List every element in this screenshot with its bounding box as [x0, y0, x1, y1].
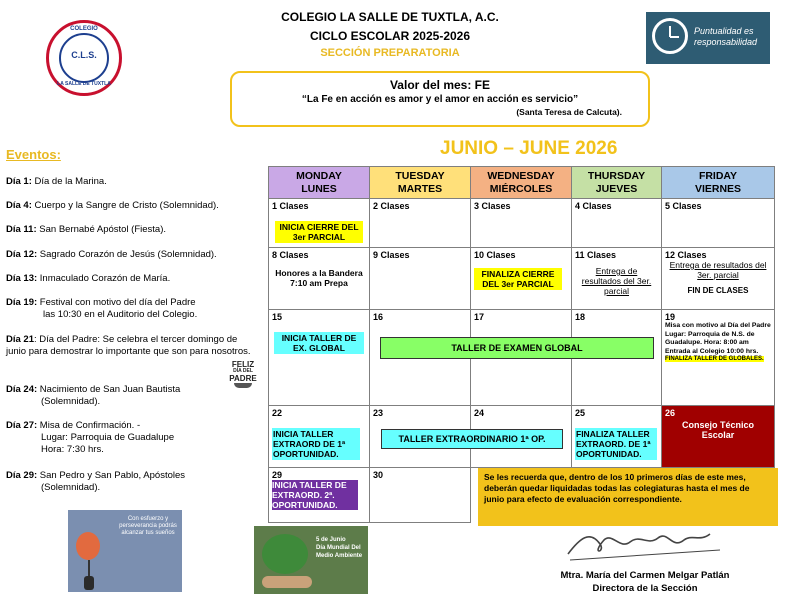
- day-cell: 3 Clases: [471, 199, 572, 248]
- event-item: [6, 273, 261, 285]
- event-day: Día 29:: [6, 470, 38, 481]
- event-item: [6, 334, 256, 358]
- event-text-cont: las 10:30 en el Auditorio del Colegio.: [43, 309, 198, 320]
- badge-line2: responsabilidad: [694, 37, 758, 47]
- day-cell: 12 Clases Entrega de resultados del 3er. parcial FIN DE CLASES: [662, 248, 775, 310]
- day-cell: 8 Clases Honores a la Bandera 7:10 am Prepa: [269, 248, 370, 310]
- event-note: INICIA CIERRE DEL 3er PARCIAL: [275, 221, 363, 243]
- person-icon: [84, 576, 94, 590]
- event-item: [6, 249, 261, 261]
- logo-initials: C.L.S.: [71, 50, 97, 60]
- event-day: Día 19:: [6, 297, 38, 308]
- event-text: Cuerpo y la Sangre de Cristo (Solemnidad).: [31, 200, 219, 211]
- tree-heart-icon: [262, 534, 308, 574]
- event-text: San Bernabé Apóstol (Fiesta).: [36, 224, 167, 235]
- school-cycle: CICLO ESCOLAR 2025-2026: [309, 29, 471, 43]
- event-text: Nacimiento de San Juan Bautista: [37, 384, 181, 395]
- environment-photo: [254, 526, 368, 594]
- event-day: Día 4:: [6, 200, 32, 211]
- event-note: FINALIZA TALLER EXTRAORD. DE 1ª OPORTUNIDAD.: [575, 428, 657, 460]
- day-cell: 26 Consejo Técnico Escolar: [662, 406, 775, 468]
- feliz-line3: PADRE: [229, 374, 257, 383]
- event-item: [6, 297, 261, 321]
- day-cell: 9 Clases: [370, 248, 471, 310]
- day-cell: 29 INICIA TALLER DE EXTRAORD. 2ª. OPORTUNIDAD.: [269, 468, 370, 523]
- event-text: : Día del Padre: Se celebra el tercer domingo de junio para demostrar lo importante que son para nosotros.: [6, 334, 251, 357]
- event-note: Misa con motivo al Día del Padre Lugar: Parroquia de N.S. de Guadalupe. Hora: 8:00 am Entrada al Colegio 10:00 hrs.: [665, 322, 771, 355]
- event-note: INICIA TALLER DE EXTRAORD. 2ª. OPORTUNIDAD.: [272, 480, 358, 510]
- day-cell: 4 Clases: [572, 199, 662, 248]
- valor-box: [230, 71, 650, 127]
- day-cell: 16: [370, 310, 471, 406]
- school-section: SECCIÓN PREPARATORIA: [320, 47, 460, 59]
- day-cell: 30: [370, 468, 471, 523]
- event-item: [6, 384, 261, 408]
- punctuality-badge: [646, 12, 770, 64]
- valor-title: Valor del mes: FE: [389, 78, 491, 92]
- feliz-line2: DÍA DEL: [233, 368, 253, 374]
- day-cell: 15 INICIA TALLER DE EX. GLOBAL: [269, 310, 370, 406]
- badge-line1: Puntualidad es: [694, 26, 754, 36]
- day-cell: 1 Clases INICIA CIERRE DEL 3er PARCIAL: [269, 199, 370, 248]
- taller-extraordinario-bar: TALLER EXTRAORDINARIO 1ª OP.: [381, 429, 563, 449]
- event-text-cont: (Solemnidad).: [41, 396, 101, 407]
- event-day: Día 21: [6, 334, 34, 345]
- day-cell: 22 INICIA TALLER EXTRAORD DE 1ª OPORTUNIDAD.: [269, 406, 370, 468]
- header-thursday: THURSDAY JUEVES: [572, 167, 662, 199]
- event-note: FINALIZA TALLER DE GLOBALES.: [665, 356, 764, 362]
- event-note: FINALIZA CIERRE DEL 3er PARCIAL: [474, 268, 562, 290]
- day-cell: 5 Clases: [662, 199, 775, 248]
- event-item: [6, 420, 261, 456]
- day-cell: 24: [471, 406, 572, 468]
- day-cell: 19 Misa con motivo al Día del Padre Lugar: Parroquia de N.S. de Guadalupe. Hora: 8:00 am Entrada al Colegio 10:00 hrs. FINALIZA TALLER DE GLOBALES.: [662, 310, 775, 406]
- day-cell: 11 Clases Entrega de resultados del 3er. parcial: [572, 248, 662, 310]
- photo2-line1: 5 de Junio: [316, 537, 346, 543]
- feliz-line1: FELIZ: [231, 360, 255, 369]
- header-monday: MONDAY LUNES: [269, 167, 370, 199]
- header-friday: FRIDAY VIERNES: [662, 167, 775, 199]
- day-cell: 25 FINALIZA TALLER EXTRAORD. DE 1ª OPORTUNIDAD.: [572, 406, 662, 468]
- event-text-cont: Hora: 7:30 hrs.: [41, 444, 104, 455]
- logo-top-text: COLEGIO: [70, 26, 98, 32]
- day-cell: 2 Clases: [370, 199, 471, 248]
- event-note: Entrega de resultados del 3er. parcial: [581, 266, 652, 296]
- event-note: Entrega de resultados del 3er. parcial: [669, 260, 767, 280]
- mustache-icon: [234, 383, 252, 388]
- event-item: [6, 176, 261, 188]
- event-note: Honores a la Bandera 7:10 am Prepa: [275, 268, 363, 288]
- event-note: FIN DE CLASES: [687, 286, 749, 295]
- event-note: INICIA TALLER DE EX. GLOBAL: [274, 332, 364, 354]
- event-item: [6, 224, 261, 236]
- hands-icon: [262, 576, 312, 588]
- eventos-title: Eventos:: [6, 147, 61, 162]
- valor-quote: “La Fe en acción es amor y el amor en acción es servicio”: [301, 94, 579, 105]
- event-text: San Pedro y San Pablo, Apóstoles: [37, 470, 186, 481]
- school-name: COLEGIO LA SALLE DE TUXTLA, A.C.: [281, 10, 499, 24]
- logo-bottom-text: LA SALLE DE TUXTLA: [57, 81, 111, 87]
- header-tuesday: TUESDAY MARTES: [370, 167, 471, 199]
- day-cell: 18: [572, 310, 662, 406]
- event-day: Día 11:: [6, 224, 37, 235]
- event-text: Misa de Confirmación. -: [37, 420, 141, 431]
- logo-shield: [59, 33, 109, 83]
- clock-icon: [652, 18, 688, 54]
- event-note: Consejo Técnico Escolar: [681, 420, 754, 440]
- photo2-line2: Día Mundial Del Medio Ambiente: [316, 545, 363, 559]
- event-text: Día de la Marina.: [31, 176, 107, 187]
- balloon-icon: [76, 532, 100, 560]
- month-title: JUNIO – JUNE 2026: [440, 138, 618, 159]
- event-note: INICIA TALLER EXTRAORD DE 1ª OPORTUNIDAD.: [272, 428, 360, 460]
- signature: [560, 520, 730, 566]
- day-cell: 23: [370, 406, 471, 468]
- director-name: Mtra. María del Carmen Melgar Patlán: [560, 570, 730, 581]
- day-cell: 10 Clases FINALIZA CIERRE DEL 3er PARCIAL: [471, 248, 572, 310]
- event-text: Inmaculado Corazón de María.: [37, 273, 171, 284]
- taller-examen-global-bar: TALLER DE EXAMEN GLOBAL: [380, 337, 654, 359]
- event-day: Día 24:: [6, 384, 38, 395]
- event-text-cont: (Solemnidad).: [41, 482, 101, 493]
- event-text-cont: Lugar: Parroquia de Guadalupe: [41, 432, 175, 443]
- photo1-text: Con esfuerzo y perseverancia podrás alcanzar tus sueños: [119, 516, 177, 536]
- event-day: Día 1:: [6, 176, 32, 187]
- event-item: [6, 200, 261, 212]
- school-logo: [46, 20, 122, 96]
- event-text: Festival con motivo del día del Padre: [37, 297, 196, 308]
- valor-author: (Santa Teresa de Calcuta).: [516, 107, 622, 117]
- day-cell: 17: [471, 310, 572, 406]
- header-wednesday: WEDNESDAY MIÉRCOLES: [471, 167, 572, 199]
- event-text: Sagrado Corazón de Jesús (Solemnidad).: [37, 249, 217, 260]
- event-day: Día 27:: [6, 420, 38, 431]
- payment-notice: Se les recuerda que, dentro de los 10 primeros días de este mes, deberán quedar liquidadas todas las colegiaturas hasta el mes de junio para efecto de evaluación correspondiente.: [478, 468, 778, 526]
- event-day: Día 13:: [6, 273, 38, 284]
- balloon-photo: [68, 510, 182, 592]
- event-item: [6, 470, 261, 494]
- event-day: Día 12:: [6, 249, 38, 260]
- fathers-day-badge: [224, 361, 262, 397]
- director-title: Directora de la Sección: [592, 583, 698, 594]
